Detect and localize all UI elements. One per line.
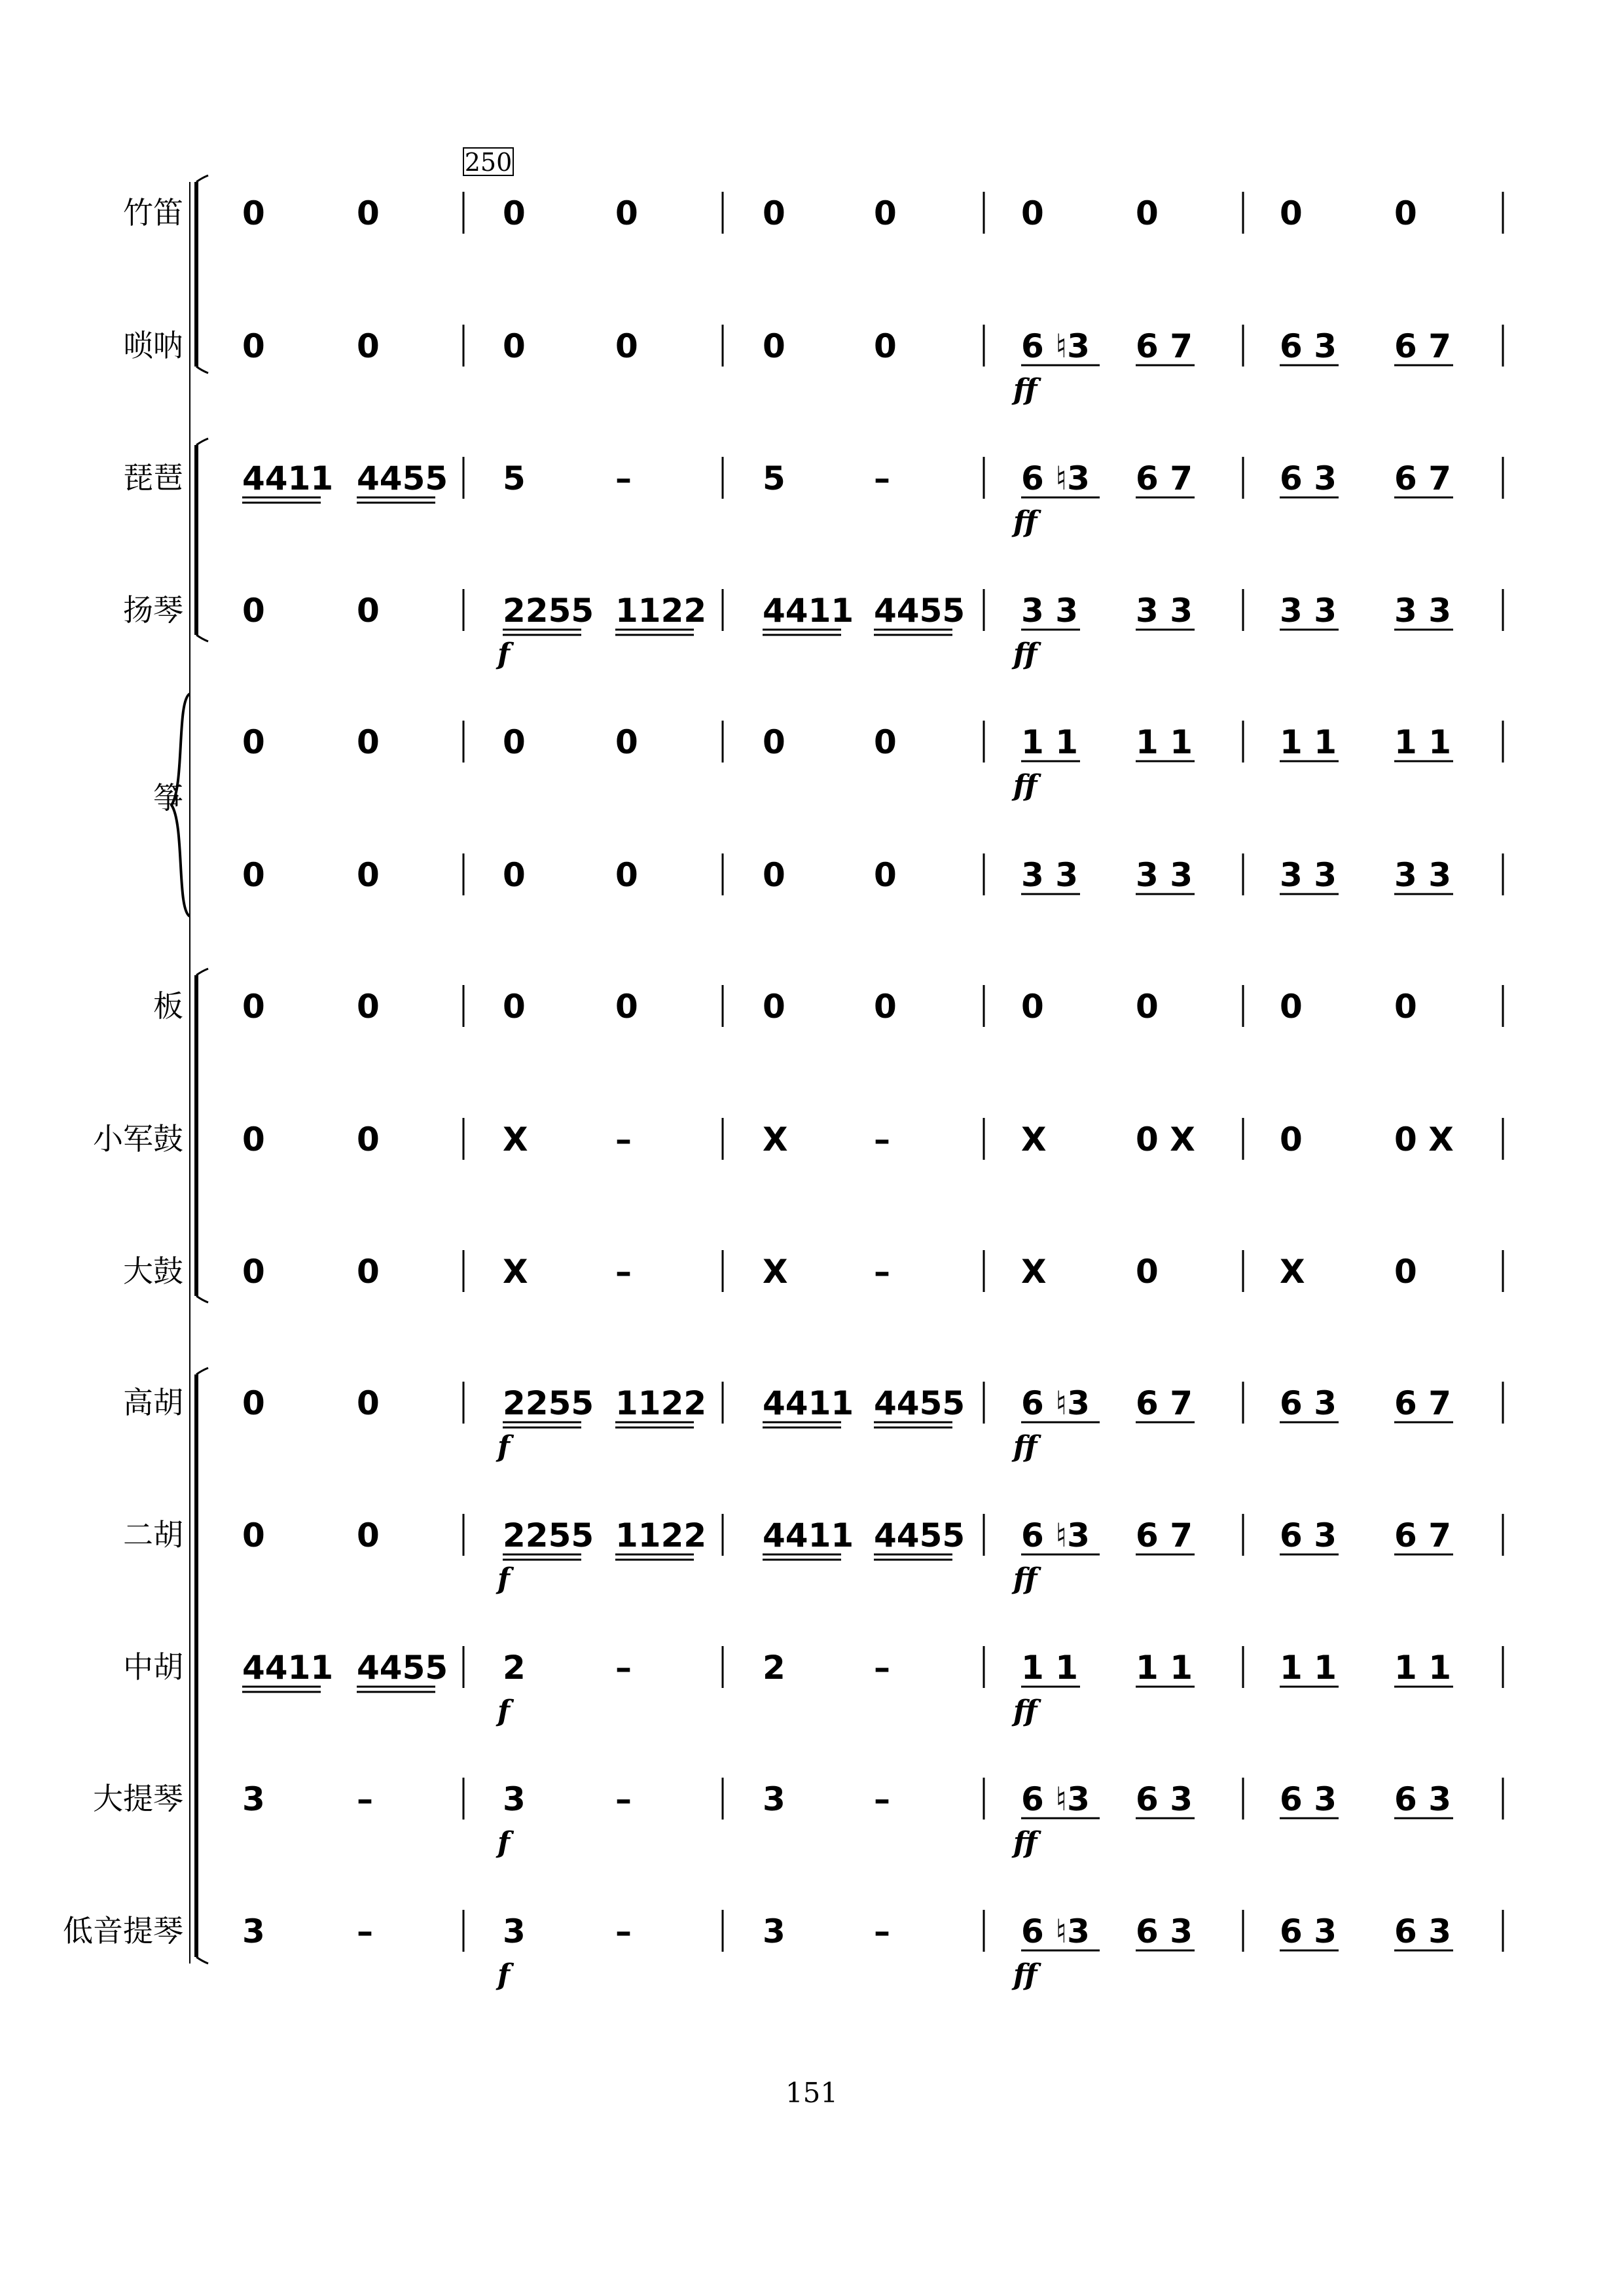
note-group: 0 <box>357 856 380 894</box>
note-group: 0 <box>874 988 897 1026</box>
staff-row <box>63 1910 1503 1992</box>
staff-row <box>123 457 1503 539</box>
note-group: 3 3 <box>1280 856 1337 894</box>
note-group: – <box>874 1253 890 1291</box>
note-group: 0 <box>615 194 638 232</box>
dynamic-marking: f <box>497 1695 510 1728</box>
dynamic-marking: f <box>497 1430 510 1463</box>
note-group: 0 <box>242 194 265 232</box>
dynamic-marking: ff <box>1013 1695 1038 1728</box>
note-group: – <box>615 1912 632 1950</box>
note-group: 6 7 <box>1394 459 1451 497</box>
note-group: 4411 <box>763 1516 854 1554</box>
note-group: 0 <box>242 1516 265 1554</box>
note-group: – <box>615 1649 632 1687</box>
note-group: 6 3 <box>1280 1516 1337 1554</box>
dynamic-marking: ff <box>1013 505 1038 539</box>
note-group: 0 <box>357 1121 380 1158</box>
note-group: 0 <box>615 856 638 894</box>
note-group: 3 <box>763 1912 785 1950</box>
note-group: – <box>874 459 890 497</box>
note-group: 3 3 <box>1021 856 1078 894</box>
note-group: 6 3 <box>1280 1912 1337 1950</box>
note-group: 1 1 <box>1021 723 1078 761</box>
note-group: 0 <box>763 856 785 894</box>
note-group: 6 3 <box>1280 459 1337 497</box>
note-group: – <box>874 1780 890 1818</box>
staff-row <box>123 1382 1503 1463</box>
note-group: – <box>874 1121 890 1158</box>
note-group: 6 ♮3 <box>1021 1912 1090 1950</box>
note-group: 6 ♮3 <box>1021 1384 1090 1422</box>
note-group: 1 1 <box>1136 1649 1193 1687</box>
note-group: 0 <box>874 856 897 894</box>
note-group: 0 <box>1394 988 1417 1026</box>
dynamic-marking: ff <box>1013 769 1038 802</box>
note-group: 0 <box>1280 988 1303 1026</box>
note-group: 0 <box>763 194 785 232</box>
note-group: 0 <box>763 723 785 761</box>
note-group: 4455 <box>357 459 448 497</box>
instrument-name: 中胡 <box>123 1649 183 1685</box>
note-group: 0 <box>1136 194 1159 232</box>
note-group: 1 1 <box>1136 723 1193 761</box>
system-brackets <box>171 175 208 1964</box>
note-group: 4411 <box>242 459 334 497</box>
note-group: 6 ♮3 <box>1021 459 1090 497</box>
staff-row <box>123 1250 1503 1292</box>
note-group: – <box>615 1253 632 1291</box>
note-group: 6 7 <box>1394 1384 1451 1422</box>
dynamic-marking: ff <box>1013 637 1038 671</box>
note-group: 6 ♮3 <box>1021 1780 1090 1818</box>
note-group: – <box>874 1912 890 1950</box>
note-group: X <box>763 1121 788 1158</box>
dynamic-marking: ff <box>1013 1958 1038 1992</box>
note-group: – <box>615 1121 632 1158</box>
note-group: 0 <box>874 194 897 232</box>
note-group: 0 <box>242 988 265 1026</box>
note-group: 2255 <box>503 1384 594 1422</box>
note-group: 0 <box>1394 1253 1417 1291</box>
note-group: 4455 <box>874 1516 965 1554</box>
note-group: X <box>1021 1121 1047 1158</box>
note-group: 0 X <box>1136 1121 1195 1158</box>
note-group: 2255 <box>503 1516 594 1554</box>
note-group: 6 7 <box>1136 327 1193 365</box>
staff-row <box>153 721 1503 816</box>
note-group: 3 3 <box>1021 592 1078 630</box>
note-group: 6 3 <box>1280 327 1337 365</box>
note-group: – <box>874 1649 890 1687</box>
instrument-name: 唢呐 <box>123 328 183 363</box>
note-group: 6 7 <box>1136 1516 1193 1554</box>
staff-row <box>153 985 1503 1027</box>
staff-row <box>123 589 1503 671</box>
note-group: 6 3 <box>1394 1912 1451 1950</box>
note-group: 4455 <box>874 1384 965 1422</box>
staff-row <box>123 192 1503 234</box>
instrument-name: 二胡 <box>123 1517 183 1552</box>
note-group: 6 3 <box>1394 1780 1451 1818</box>
note-group: 0 <box>357 988 380 1026</box>
staff-row <box>123 325 1503 406</box>
note-group: 0 <box>242 327 265 365</box>
note-group: 4411 <box>763 1384 854 1422</box>
note-group: 5 <box>503 459 526 497</box>
note-group: 0 <box>1136 1253 1159 1291</box>
dynamic-marking: f <box>497 1958 510 1992</box>
note-group: 1122 <box>615 1384 707 1422</box>
note-group: 6 7 <box>1136 1384 1193 1422</box>
note-group: 6 3 <box>1136 1912 1193 1950</box>
note-group: 0 <box>242 592 265 630</box>
note-group: 0 <box>503 327 526 365</box>
note-group: 4411 <box>242 1649 334 1687</box>
note-group: 0 <box>615 723 638 761</box>
note-group: 0 X <box>1394 1121 1454 1158</box>
note-group: 0 <box>503 723 526 761</box>
note-group: 0 <box>242 723 265 761</box>
note-group: 0 <box>503 988 526 1026</box>
note-group: 6 3 <box>1280 1384 1337 1422</box>
note-group: X <box>1280 1253 1305 1291</box>
instrument-name: 扬琴 <box>123 592 183 628</box>
note-group: 1122 <box>615 1516 707 1554</box>
staff-row <box>93 1118 1503 1160</box>
note-group: 6 3 <box>1136 1780 1193 1818</box>
instrument-name: 小军鼓 <box>93 1121 183 1157</box>
dynamic-marking: ff <box>1013 1430 1038 1463</box>
note-group: 6 ♮3 <box>1021 1516 1090 1554</box>
note-group: 0 <box>1280 194 1303 232</box>
instrument-name: 琵琶 <box>123 460 183 495</box>
note-group: – <box>357 1912 373 1950</box>
note-group: 0 <box>357 1253 380 1291</box>
staff-row <box>93 1778 1503 1859</box>
note-group: 0 <box>357 592 380 630</box>
dynamic-marking: ff <box>1013 1826 1038 1859</box>
instrument-name: 板 <box>153 988 183 1024</box>
note-group: 3 <box>242 1780 265 1818</box>
note-group: 1 1 <box>1021 1649 1078 1687</box>
note-group: 0 <box>242 1253 265 1291</box>
note-group: 6 3 <box>1280 1780 1337 1818</box>
note-group: 1 1 <box>1394 723 1451 761</box>
dynamic-marking: f <box>497 1826 510 1859</box>
note-group: 3 <box>763 1780 785 1818</box>
dynamic-marking: f <box>497 1562 510 1596</box>
note-group: – <box>615 1780 632 1818</box>
instrument-name: 低音提琴 <box>63 1913 183 1948</box>
note-group: 1 1 <box>1394 1649 1451 1687</box>
note-group: 3 3 <box>1136 856 1193 894</box>
note-group: 0 <box>763 327 785 365</box>
rehearsal-mark: 250 <box>464 148 513 177</box>
note-group: 6 ♮3 <box>1021 327 1090 365</box>
note-group: 0 <box>357 1516 380 1554</box>
note-group: 1122 <box>615 592 707 630</box>
dynamic-marking: ff <box>1013 1562 1038 1596</box>
note-group: 0 <box>357 723 380 761</box>
note-group: 0 <box>357 1384 380 1422</box>
note-group: 4455 <box>357 1649 448 1687</box>
note-group: 3 3 <box>1136 592 1193 630</box>
instrument-name: 大鼓 <box>123 1253 183 1289</box>
note-group: 3 3 <box>1394 592 1451 630</box>
instrument-name: 大提琴 <box>93 1781 183 1816</box>
note-group: 0 <box>1280 1121 1303 1158</box>
instrument-name: 竹笛 <box>123 195 183 230</box>
note-group: 3 3 <box>1280 592 1337 630</box>
instrument-name: 筝 <box>153 780 183 816</box>
dynamic-marking: f <box>497 637 510 671</box>
note-group: 0 <box>357 327 380 365</box>
note-group: 0 <box>615 988 638 1026</box>
note-group: 5 <box>763 459 785 497</box>
note-group: 0 <box>503 194 526 232</box>
note-group: – <box>615 459 632 497</box>
staff-row <box>123 1646 1503 1728</box>
note-group: 0 <box>874 327 897 365</box>
note-group: 0 <box>615 327 638 365</box>
note-group: 0 <box>503 856 526 894</box>
note-group: 0 <box>763 988 785 1026</box>
note-group: 4411 <box>763 592 854 630</box>
note-group: 6 7 <box>1394 1516 1451 1554</box>
note-group: 0 <box>1136 988 1159 1026</box>
note-group: 0 <box>242 856 265 894</box>
staff-row <box>242 853 1503 895</box>
staff-row <box>123 1514 1503 1596</box>
note-group: 0 <box>242 1384 265 1422</box>
note-group: 3 <box>503 1912 526 1950</box>
note-group: 2 <box>763 1649 785 1687</box>
note-group: 2255 <box>503 592 594 630</box>
note-group: 6 7 <box>1394 327 1451 365</box>
note-group: 3 <box>242 1912 265 1950</box>
note-group: – <box>357 1780 373 1818</box>
note-group: 0 <box>357 194 380 232</box>
note-group: 1 1 <box>1280 1649 1337 1687</box>
note-group: 0 <box>242 1121 265 1158</box>
note-group: 3 <box>503 1780 526 1818</box>
note-group: 6 7 <box>1136 459 1193 497</box>
note-group: X <box>763 1253 788 1291</box>
note-group: 2 <box>503 1649 526 1687</box>
note-group: 0 <box>1021 194 1044 232</box>
note-group: 0 <box>1394 194 1417 232</box>
note-group: 3 3 <box>1394 856 1451 894</box>
dynamic-marking: ff <box>1013 373 1038 406</box>
note-group: 0 <box>1021 988 1044 1026</box>
note-group: 0 <box>874 723 897 761</box>
note-group: 1 1 <box>1280 723 1337 761</box>
note-group: X <box>1021 1253 1047 1291</box>
note-group: X <box>503 1253 528 1291</box>
instrument-name: 高胡 <box>123 1385 183 1420</box>
note-group: 4455 <box>874 592 965 630</box>
page-number: 151 <box>785 2077 839 2109</box>
note-group: X <box>503 1121 528 1158</box>
